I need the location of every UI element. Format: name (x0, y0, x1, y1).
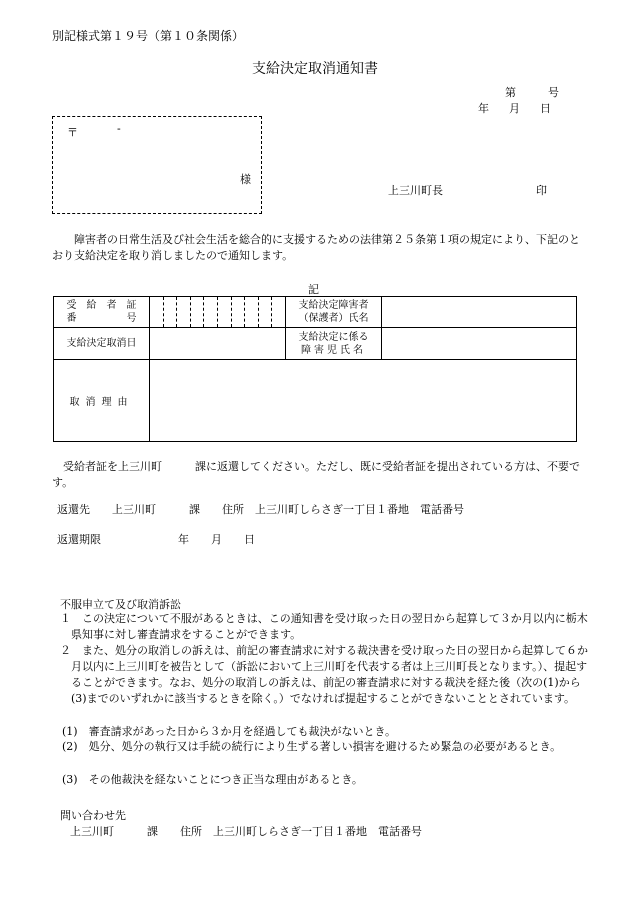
return-notice: 受給者証を上三川町 課に返還してください。ただし、既に受給者証を提出されている方は、不要です。 (52, 460, 580, 489)
postal-mark: 〒 (67, 126, 78, 139)
document-title: 支給決定取消通知書 (252, 61, 378, 77)
issuer-mayor: 上三川町長 (388, 184, 443, 197)
honorific: 様 (240, 173, 251, 186)
appeal-item-1: １ この決定について不服があるときは、この通知書を受け取った日の翌日から起算して３か月以内に栃木県知事に対し審査請求をすることができます。 (60, 612, 588, 641)
return-deadline: 返還期限 年 月 日 (57, 533, 255, 546)
child-label-line1: 支給決定に係る (298, 331, 369, 343)
child-label-line2: 障害児氏名 (301, 344, 366, 356)
child-name-field[interactable] (382, 328, 577, 360)
seal-mark: 印 (536, 184, 547, 197)
form-number: 別記様式第１９号（第１０条関係） (52, 29, 245, 43)
recipient-name-field[interactable] (382, 297, 577, 328)
address-box (52, 116, 262, 214)
contact-heading: 問い合わせ先 (60, 809, 126, 822)
reason-field[interactable] (150, 360, 577, 442)
date-day: 日 (540, 102, 551, 115)
cancel-date-label: 支給決定取消日 (54, 328, 150, 360)
reason-label: 取消理由 (54, 360, 150, 442)
cert-number-label (54, 297, 150, 328)
date-month: 月 (509, 102, 520, 115)
recipient-label-line2: （保護者）氏名 (298, 313, 369, 324)
appeal-sub-3: (3) その他裁決を経ないことにつき正当な理由があるとき。 (62, 773, 363, 786)
appeal-sub-2: (2) 処分、処分の執行又は手続の続行により生ずる著しい損害を避けるため緊急の必要があるとき。 (62, 740, 562, 753)
appeal-item-2: ２ また、処分の取消しの訴えは、前記の審査請求に対する裁決書を受け取った日の翌日から起算して６か月以内に上三川町を被告として（訴訟において上三川町を代表する者は上三川町長となります。）、提起することができます。なお、処分の取消しの訴えは、前記の審査請求に対する裁決を経た後（次の(1)から(3)までのいずれかに該当するときを除く。）でなければ提起することができないこととされています。 (60, 644, 588, 705)
cancel-date-field[interactable] (150, 328, 286, 360)
appeal-heading: 不服申立て及び取消訴訟 (60, 598, 181, 611)
record-table (53, 296, 577, 442)
document-number-line (505, 84, 591, 100)
recipient-label-line1: 支給決定障害者 (298, 300, 369, 311)
issue-date-line (478, 100, 551, 116)
date-year: 年 (478, 102, 489, 115)
cert-label-line1: 受 給 者 証 (66, 300, 137, 311)
postal-dash: - (117, 122, 121, 135)
appeal-sub-1: (1) 審査請求があった日から３か月を経過しても裁決がないとき。 (62, 725, 397, 738)
number-suffix: 号 (548, 86, 559, 99)
ki-heading: 記 (308, 283, 319, 296)
child-name-label (286, 328, 382, 360)
cert-number-digits (150, 297, 286, 328)
intro-paragraph: 障害者の日常生活及び社会生活を総合的に支援するための法律第２５条第１項の規定により、下記のとおり支給決定を取り消しましたので通知します。 (52, 233, 580, 262)
number-prefix: 第 (505, 86, 516, 99)
return-destination: 返還先 上三川町 課 住所 上三川町しらさぎ一丁目１番地 電話番号 (57, 503, 464, 516)
cert-label-line2: 番 号 (66, 313, 137, 324)
contact-line: 上三川町 課 住所 上三川町しらさぎ一丁目１番地 電話番号 (70, 825, 422, 838)
recipient-name-label (286, 297, 382, 328)
